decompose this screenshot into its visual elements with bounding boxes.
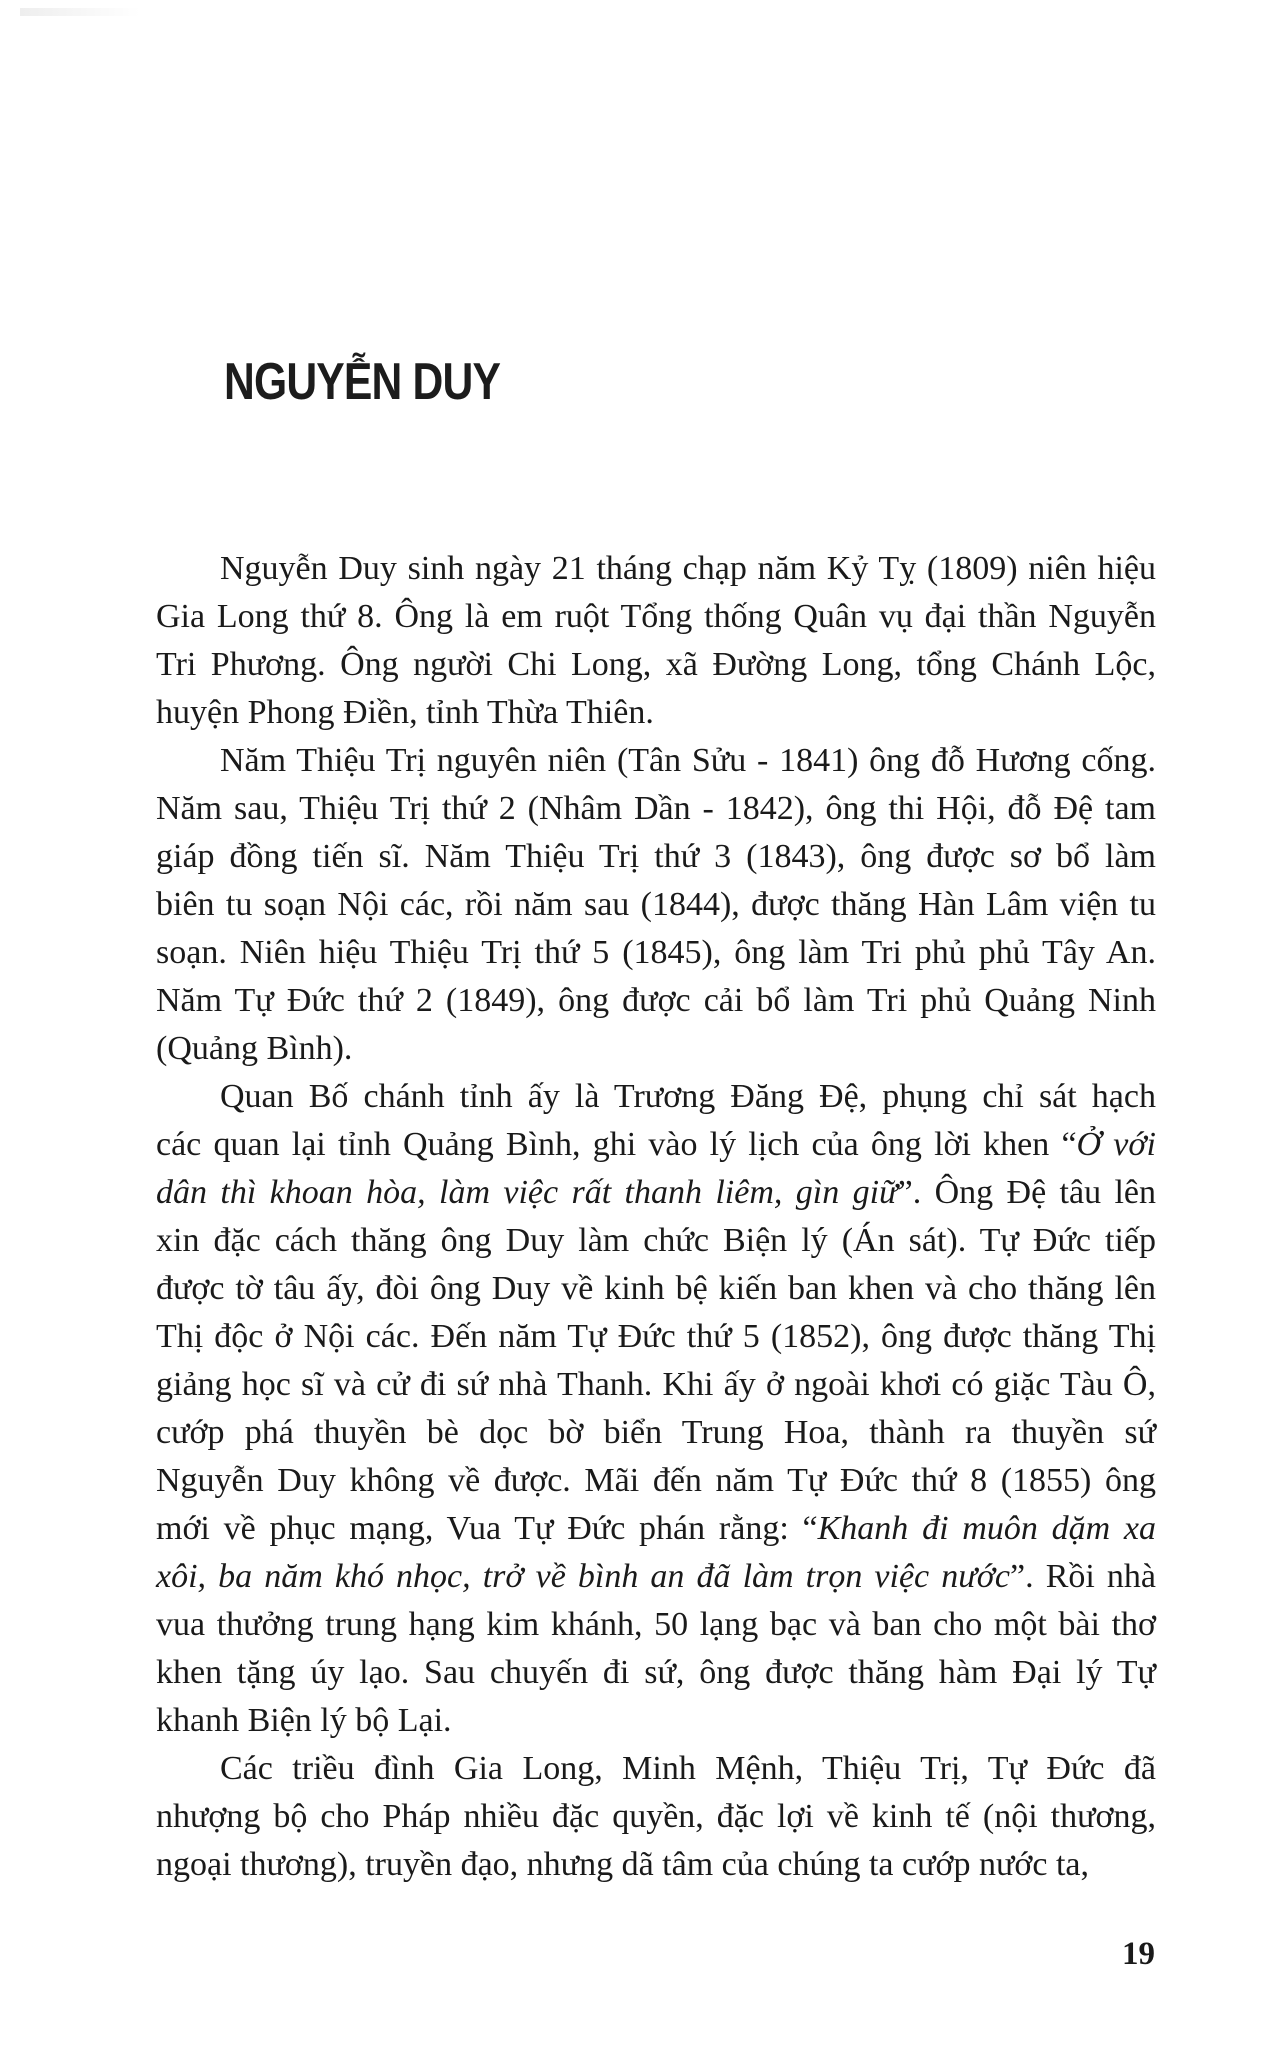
text-line bbox=[156, 1457, 1156, 1505]
text-line bbox=[156, 1841, 1156, 1889]
line-text: khanh Biện lý bộ Lại. bbox=[156, 1702, 452, 1739]
line-text: ”. Ông Đệ tâu lên bbox=[897, 1174, 1156, 1211]
line-text: giảng học sĩ và cử đi sứ nhà Thanh. Khi ấy ở ngoài khơi có giặc Tàu Ô, bbox=[156, 1366, 1156, 1403]
text-line bbox=[156, 977, 1156, 1025]
italic-quote-text: Khanh đi muôn dặm xa bbox=[817, 1510, 1156, 1547]
text-line bbox=[156, 1793, 1156, 1841]
line-text: Gia Long thứ 8. Ông là em ruột Tổng thống Quân vụ đại thần Nguyễn bbox=[156, 598, 1156, 635]
text-line bbox=[156, 1361, 1156, 1409]
line-text: Thị độc ở Nội các. Đến năm Tự Đức thứ 5 (1852), ông được thăng Thị bbox=[156, 1318, 1156, 1355]
text-line bbox=[156, 545, 1156, 593]
line-text: được tờ tâu ấy, đòi ông Duy về kinh bệ kiến ban khen và cho thăng lên bbox=[156, 1270, 1156, 1307]
text-line bbox=[156, 1313, 1156, 1361]
line-text: Tri Phương. Ông người Chi Long, xã Đường Long, tổng Chánh Lộc, bbox=[156, 646, 1156, 683]
line-text: Năm Tự Đức thứ 2 (1849), ông được cải bổ làm Tri phủ Quảng Ninh bbox=[156, 982, 1156, 1019]
line-text: biên tu soạn Nội các, rồi năm sau (1844), được thăng Hàn Lâm viện tu bbox=[156, 886, 1156, 923]
text-line bbox=[156, 1169, 1156, 1217]
line-text: xin đặc cách thăng ông Duy làm chức Biện lý (Án sát). Tự Đức tiếp bbox=[156, 1222, 1156, 1259]
text-line bbox=[156, 641, 1156, 689]
paragraph bbox=[156, 545, 1156, 737]
line-text: Nguyễn Duy không về được. Mãi đến năm Tự Đức thứ 8 (1855) ông bbox=[156, 1462, 1156, 1499]
line-text: (Quảng Bình). bbox=[156, 1030, 353, 1067]
text-line bbox=[156, 1409, 1156, 1457]
line-text: mới về phục mạng, Vua Tự Đức phán rằng: “ bbox=[156, 1510, 818, 1547]
paragraph bbox=[156, 737, 1156, 1073]
line-text: khen tặng úy lạo. Sau chuyến đi sứ, ông được thăng hàm Đại lý Tự bbox=[156, 1654, 1156, 1691]
line-text: Các triều đình Gia Long, Minh Mệnh, Thiệu Trị, Tự Đức đã bbox=[220, 1750, 1156, 1787]
scan-edge-artifact bbox=[20, 8, 140, 16]
text-line bbox=[156, 1697, 1156, 1745]
text-line bbox=[156, 1073, 1156, 1121]
text-line bbox=[156, 833, 1156, 881]
line-text: Năm sau, Thiệu Trị thứ 2 (Nhâm Dần - 1842), ông thi Hội, đỗ Đệ tam bbox=[156, 790, 1156, 827]
italic-quote-text: dân thì khoan hòa, làm việc rất thanh liêm, gìn giữ bbox=[156, 1174, 898, 1211]
italic-quote-text: Ở với bbox=[1076, 1126, 1156, 1163]
page-title: NGUYỄN DUY bbox=[224, 353, 501, 411]
page-number: 19 bbox=[1122, 1936, 1155, 1972]
body-text bbox=[156, 545, 1156, 1889]
text-line bbox=[156, 1505, 1156, 1553]
text-line bbox=[156, 1649, 1156, 1697]
text-line bbox=[156, 1553, 1156, 1601]
text-line bbox=[156, 929, 1156, 977]
line-text: ”. Rồi nhà bbox=[1010, 1558, 1156, 1595]
text-line bbox=[156, 1121, 1156, 1169]
italic-quote-text: xôi, ba năm khó nhọc, trở về bình an đã làm trọn việc nước bbox=[156, 1558, 1011, 1595]
text-line bbox=[156, 785, 1156, 833]
line-text: vua thưởng trung hạng kim khánh, 50 lạng bạc và ban cho một bài thơ bbox=[156, 1606, 1156, 1643]
text-line bbox=[156, 1217, 1156, 1265]
text-line bbox=[156, 593, 1156, 641]
line-text: huyện Phong Điền, tỉnh Thừa Thiên. bbox=[156, 694, 654, 731]
line-text: soạn. Niên hiệu Thiệu Trị thứ 5 (1845), ông làm Tri phủ phủ Tây An. bbox=[156, 934, 1156, 971]
line-text: Quan Bố chánh tỉnh ấy là Trương Đăng Đệ, phụng chỉ sát hạch bbox=[220, 1078, 1156, 1115]
text-line bbox=[156, 1025, 1156, 1073]
line-text: Nguyễn Duy sinh ngày 21 tháng chạp năm Kỷ Tỵ (1809) niên hiệu bbox=[220, 550, 1156, 587]
paragraph bbox=[156, 1073, 1156, 1745]
text-line bbox=[156, 1265, 1156, 1313]
text-line bbox=[156, 1745, 1156, 1793]
line-text: giáp đồng tiến sĩ. Năm Thiệu Trị thứ 3 (1843), ông được sơ bổ làm bbox=[156, 838, 1156, 875]
line-text: nhượng bộ cho Pháp nhiều đặc quyền, đặc lợi về kinh tế (nội thương, bbox=[156, 1798, 1156, 1835]
text-line bbox=[156, 737, 1156, 785]
text-line bbox=[156, 1601, 1156, 1649]
line-text: ngoại thương), truyền đạo, nhưng dã tâm của chúng ta cướp nước ta, bbox=[156, 1846, 1090, 1883]
text-line bbox=[156, 881, 1156, 929]
line-text: Năm Thiệu Trị nguyên niên (Tân Sửu - 1841) ông đỗ Hương cống. bbox=[220, 742, 1156, 779]
text-line bbox=[156, 689, 1156, 737]
line-text: cướp phá thuyền bè dọc bờ biển Trung Hoa, thành ra thuyền sứ bbox=[156, 1414, 1156, 1451]
paragraph bbox=[156, 1745, 1156, 1889]
line-text: các quan lại tỉnh Quảng Bình, ghi vào lý lịch của ông lời khen “ bbox=[156, 1126, 1077, 1163]
